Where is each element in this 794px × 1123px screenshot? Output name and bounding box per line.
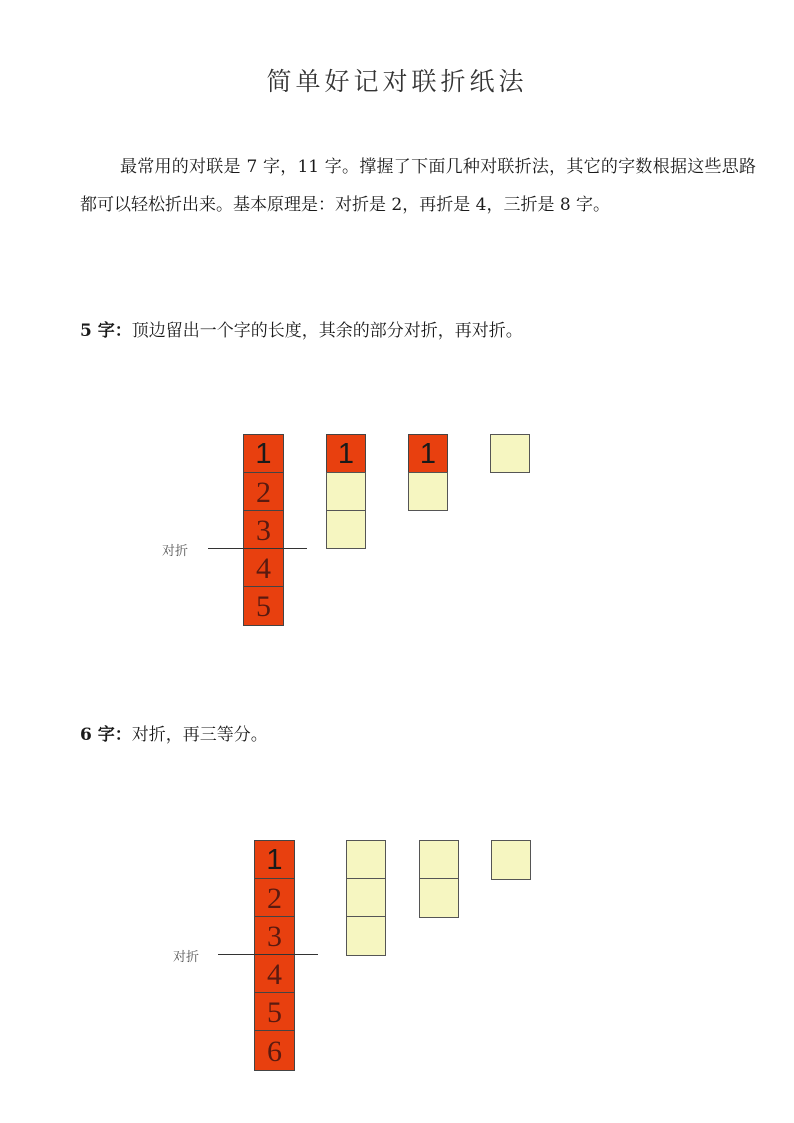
step3-folded-cell xyxy=(419,840,459,879)
step3-folded-cell xyxy=(408,472,448,511)
strip-cell-5 xyxy=(243,586,284,626)
section-5-heading xyxy=(80,316,523,341)
page-title: 简单好记对联折纸法 xyxy=(266,67,528,96)
step2-folded-cell xyxy=(346,916,386,956)
fold-label: 对折 xyxy=(162,544,189,559)
cell-number: 1 xyxy=(255,438,272,470)
strip-cell-6 xyxy=(254,1030,295,1071)
cell-number: 4 xyxy=(256,551,271,585)
strip-cell-3 xyxy=(243,510,284,549)
strip-cell-2 xyxy=(243,472,284,511)
step4-folded-cell xyxy=(491,840,531,880)
section-6-text: 对折，再三等分。 xyxy=(131,725,268,745)
cell-number: 5 xyxy=(256,590,271,623)
step4-folded-cell xyxy=(490,434,530,473)
cell-number: 1 xyxy=(266,844,283,876)
strip-cell-4 xyxy=(243,548,284,587)
section-5-number: 5 字： xyxy=(80,321,132,341)
strip-cell-5 xyxy=(254,992,295,1031)
step2-folded-cell xyxy=(326,510,366,549)
intro-paragraph: 最常用的对联是 7 字，11 字。撑握了下面几种对联折法，其它的字数根据这些思路都可以轻松折出来。基本原理是：对折是 2，再折是 4，三折是 8 字。 xyxy=(80,157,756,215)
cell-number: 1 xyxy=(419,438,437,470)
step2-folded-cell xyxy=(346,840,386,879)
fold-line xyxy=(218,954,318,955)
strip-cell-4 xyxy=(254,954,295,993)
step2-folded-cell xyxy=(326,472,366,511)
cell-number: 6 xyxy=(267,1034,282,1068)
step3-top-cell xyxy=(408,434,448,473)
section-6-number: 6 字： xyxy=(80,725,132,745)
cell-number: 2 xyxy=(267,881,282,915)
cell-number: 5 xyxy=(267,995,282,1029)
fold-label: 对折 xyxy=(173,950,200,965)
cell-number: 2 xyxy=(256,475,271,509)
step2-top-cell xyxy=(326,434,366,473)
strip-cell-3 xyxy=(254,916,295,955)
fold-line xyxy=(208,548,307,549)
cell-number: 3 xyxy=(267,919,282,953)
section-5-text: 顶边留出一个字的长度，其余的部分对折，再对折。 xyxy=(131,321,523,341)
cell-number: 3 xyxy=(256,513,271,547)
step3-folded-cell xyxy=(419,878,459,918)
cell-number: 4 xyxy=(267,957,282,991)
strip-cell-1 xyxy=(254,840,295,879)
step2-folded-cell xyxy=(346,878,386,917)
cell-number: 1 xyxy=(337,438,355,470)
strip-cell-2 xyxy=(254,878,295,917)
strip-cell-1 xyxy=(243,434,284,473)
section-6-heading xyxy=(80,720,268,745)
